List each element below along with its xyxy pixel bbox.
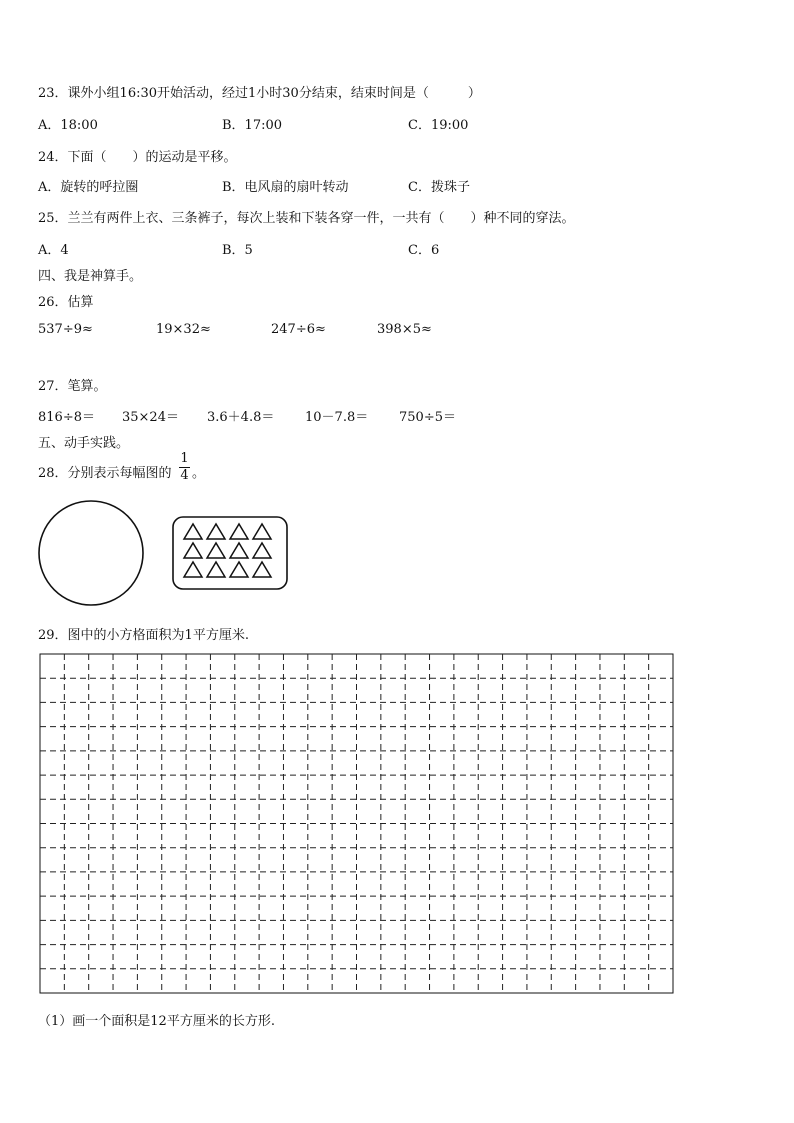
triangle-shape — [207, 543, 225, 558]
triangle-box-figure — [172, 516, 290, 592]
calc-item: 3.6＋4.8＝ — [207, 410, 275, 425]
calc-item: 10－7.8＝ — [305, 410, 369, 425]
triangle-shape — [230, 524, 248, 539]
fraction-denominator: 4 — [180, 468, 189, 483]
triangle-shape — [207, 524, 225, 539]
triangle-shape — [253, 524, 271, 539]
section-4-title: 四、我是神算手。 — [38, 269, 143, 284]
q24-option-a: A．旋转的呼拉圈 — [38, 180, 139, 195]
question-28-prefix: 28．分别表示每幅图的 — [38, 466, 172, 481]
calc-item: 35×24＝ — [122, 410, 179, 425]
q24-option-c: C．拨珠子 — [408, 180, 470, 195]
estimate-item: 247÷6≈ — [271, 322, 326, 337]
estimate-item: 398×5≈ — [377, 322, 432, 337]
estimate-item: 537÷9≈ — [38, 322, 93, 337]
question-28-suffix: 。 — [192, 466, 206, 481]
triangle-shape — [253, 562, 271, 577]
triangle-shape — [184, 562, 202, 577]
question-29-sub-1: （1）画一个面积是12平方厘米的长方形. — [38, 1014, 275, 1029]
circle-figure — [37, 500, 147, 610]
q25-option-b: B．5 — [222, 243, 253, 258]
q23-option-a: A．18:00 — [38, 118, 98, 133]
square-grid — [39, 653, 675, 995]
calc-item: 816÷8＝ — [38, 410, 95, 425]
q23-option-c: C．19:00 — [408, 118, 469, 133]
triangle-shape — [184, 524, 202, 539]
q25-option-a: A．4 — [38, 243, 69, 258]
estimate-item: 19×32≈ — [156, 322, 211, 337]
triangle-shape — [184, 543, 202, 558]
triangle-shape — [207, 562, 225, 577]
triangle-shape — [230, 562, 248, 577]
calc-item: 750÷5＝ — [399, 410, 456, 425]
question-25: 25．兰兰有两件上衣、三条裤子，每次上装和下装各穿一件，一共有（ ）种不同的穿法。 — [38, 211, 575, 226]
question-29-title: 29．图中的小方格面积为1平方厘米. — [38, 628, 249, 643]
fraction-one-quarter — [179, 452, 190, 483]
fraction-numerator: 1 — [180, 451, 189, 466]
triangle-shape — [230, 543, 248, 558]
circle-shape — [39, 501, 143, 605]
question-26-title: 26．估算 — [38, 295, 94, 310]
triangle-shape — [253, 543, 271, 558]
question-24: 24．下面（ ）的运动是平移。 — [38, 150, 237, 165]
q25-option-c: C．6 — [408, 243, 440, 258]
question-23: 23．课外小组16:30开始活动，经过1小时30分结束，结束时间是（ ） — [38, 86, 481, 101]
section-5-title: 五、动手实践。 — [38, 436, 130, 451]
question-27-title: 27．笔算。 — [38, 379, 107, 394]
q24-option-b: B．电风扇的扇叶转动 — [222, 180, 349, 195]
q23-option-b: B．17:00 — [222, 118, 283, 133]
